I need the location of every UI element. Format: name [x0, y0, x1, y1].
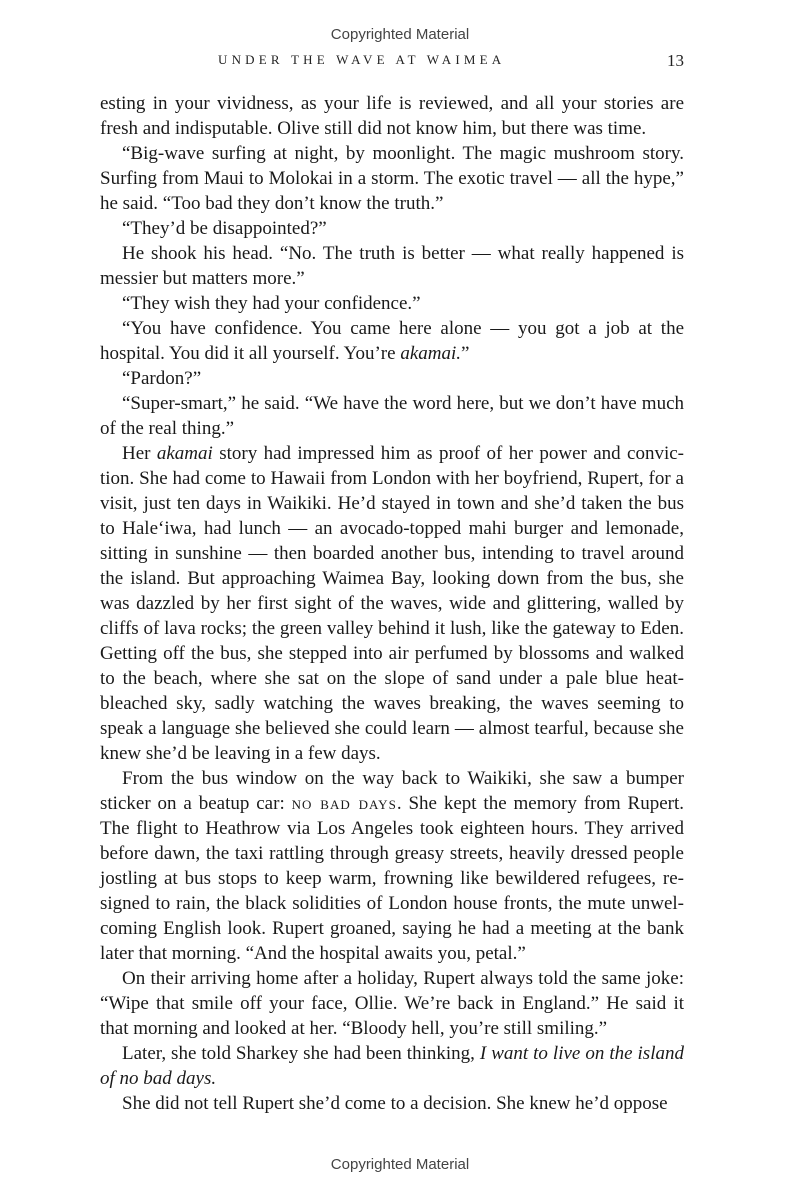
paragraph: “You have confidence. You came here alone — you got a job at the hospital. You did it all yourself. You’re akamai.” — [100, 318, 684, 364]
paragraph: “They wish they had your confidence.” — [122, 293, 421, 314]
paragraph: On their arriving home after a holiday, Rupert always told the same joke: “Wipe that smile off your face, Ollie. We’re back in England.” He said it that morning and looked at her. “Bloody hell, you’re still smiling.” — [100, 968, 684, 1039]
paragraph: “They’d be disappointed?” — [122, 218, 327, 239]
watermark-top: Copyrighted Material — [330, 26, 470, 43]
paragraph: Later, she told Sharkey she had been thinking, I want to live on the island of no bad days. — [100, 1043, 684, 1089]
paragraph: “Big-wave surfing at night, by moonlight. The magic mushroom story. Surfing from Maui to Molokai in a storm. The exotic travel — all the hype,” he said. “Too bad they don’t know the truth.” — [100, 143, 684, 214]
body-text — [100, 91, 684, 1116]
bumper-sticker-text: no bad days — [291, 793, 397, 814]
italic-word: akamai. — [400, 343, 462, 364]
running-head-title: UNDER THE WAVE AT WAIMEA — [218, 52, 506, 67]
paragraph: She did not tell Rupert she’d come to a decision. She knew he’d oppose — [122, 1093, 668, 1114]
paragraph: He shook his head. “No. The truth is better — what really happened is messier but matters more.” — [100, 243, 684, 289]
italic-thought: I want to live on the island of no bad days. — [100, 1043, 684, 1089]
running-head — [100, 52, 684, 74]
page-number: 13 — [667, 51, 684, 70]
italic-word: akamai — [156, 443, 213, 464]
paragraph: Her akamai story had impressed him as proof of her power and conviction. She had come to Hawaii from London with her boyfriend, Rupert, for a visit, just ten days in Waikiki. He’d stayed in town and she’d taken the bus to Hale‘iwa, had lunch — an avocado-topped mahi burger and lemonade, sitting in sunshine — then boarded another bus, intending to travel around the island. But approaching Waimea Bay, looking down from the bus, she was dazzled by her first sight of the waves, wide and glittering, walled by cliffs of lava rocks; the green valley behind it lush, like the gateway to Eden. Getting off the bus, she stepped into air perfumed by blossoms and walked to the beach, where she sat on the slope of sand under a pale blue heat-bleached sky, sadly watching the waves breaking, the waves seeming to speak a language she believed she could learn — almost tearful, because she knew she’d be leaving in a few days. — [100, 443, 684, 764]
watermark-bottom: Copyrighted Material — [330, 1156, 470, 1173]
paragraph: “Pardon?” — [122, 368, 202, 389]
paragraph: From the bus window on the way back to Waikiki, she saw a bumper sticker on a beatup car: no bad days. She kept the memory from Rupert. The flight to Heathrow via Los Angeles took eighteen hours. They arrived before dawn, the taxi rattling through greasy streets, heavily dressed people jostling at bus stops to keep warm, frowning like bewildered refugees, resigned to rain, the black solidities of London house fronts, the mute unwelcoming English look. Rupert groaned, saying he had a meeting at the bank later that morning. “And the hospital awaits you, petal.” — [100, 768, 684, 964]
paragraph: esting in your vividness, as your life is reviewed, and all your stories are fresh and indisputable. Olive still did not know him, but there was time. — [100, 93, 684, 139]
paragraph: “Super-smart,” he said. “We have the word here, but we don’t have much of the real thing.” — [100, 393, 684, 439]
